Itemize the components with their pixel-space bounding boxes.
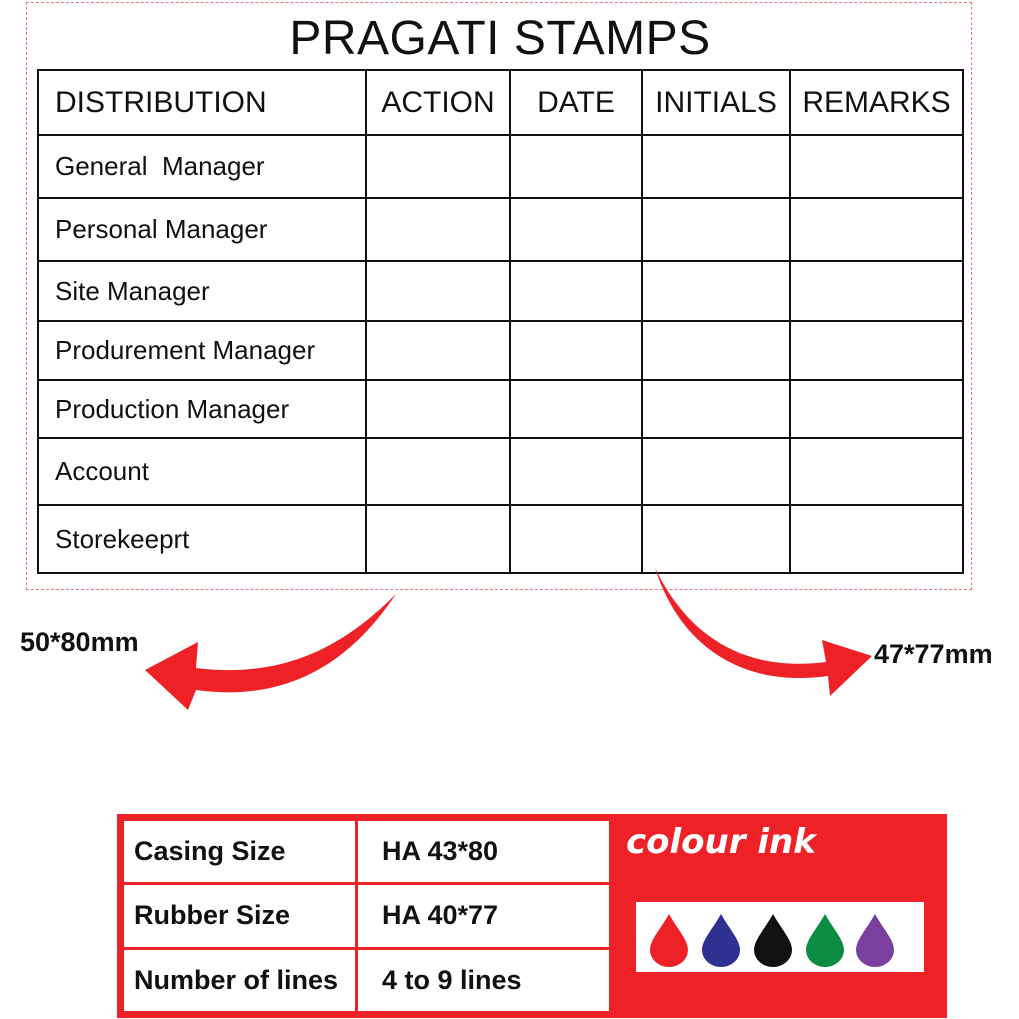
spec-label: Number of lines bbox=[123, 948, 357, 1012]
row-label: Site Manager bbox=[38, 261, 366, 321]
colour-ink-heading: colour ink bbox=[626, 822, 816, 862]
row-label: Production Manager bbox=[38, 380, 366, 438]
red-ink-drop-icon bbox=[648, 912, 690, 968]
black-ink-drop-icon bbox=[752, 912, 794, 968]
header-remarks: REMARKS bbox=[790, 70, 963, 135]
row-label: Account bbox=[38, 438, 366, 505]
blue-ink-drop-icon bbox=[700, 912, 742, 968]
header-initials: INITIALS bbox=[642, 70, 790, 135]
ink-swatch-box bbox=[636, 902, 924, 972]
left-curved-arrow-icon bbox=[145, 594, 396, 710]
spec-row-rubber bbox=[123, 884, 611, 948]
spec-value: 4 to 9 lines bbox=[357, 948, 611, 1012]
spec-row-casing bbox=[123, 820, 611, 884]
header-action: ACTION bbox=[366, 70, 510, 135]
green-ink-drop-icon bbox=[804, 912, 846, 968]
spec-row-lines bbox=[123, 948, 611, 1012]
spec-label: Rubber Size bbox=[123, 884, 357, 948]
spec-value: HA 40*77 bbox=[357, 884, 611, 948]
spec-table bbox=[121, 818, 612, 1014]
right-curved-arrow-icon bbox=[655, 568, 872, 696]
right-dimension-label: 47*77mm bbox=[874, 639, 993, 669]
purple-ink-drop-icon bbox=[854, 912, 896, 968]
spec-label: Casing Size bbox=[123, 820, 357, 884]
row-label: General Manager bbox=[38, 135, 366, 198]
row-label: Storekeeprt bbox=[38, 505, 366, 573]
header-distribution: DISTRIBUTION bbox=[38, 70, 366, 135]
stamp-title: PRAGATI STAMPS bbox=[289, 12, 711, 65]
header-date: DATE bbox=[510, 70, 642, 135]
row-label: Personal Manager bbox=[38, 198, 366, 261]
row-label: Produrement Manager bbox=[38, 321, 366, 380]
left-dimension-label: 50*80mm bbox=[20, 627, 139, 657]
spec-value: HA 43*80 bbox=[357, 820, 611, 884]
